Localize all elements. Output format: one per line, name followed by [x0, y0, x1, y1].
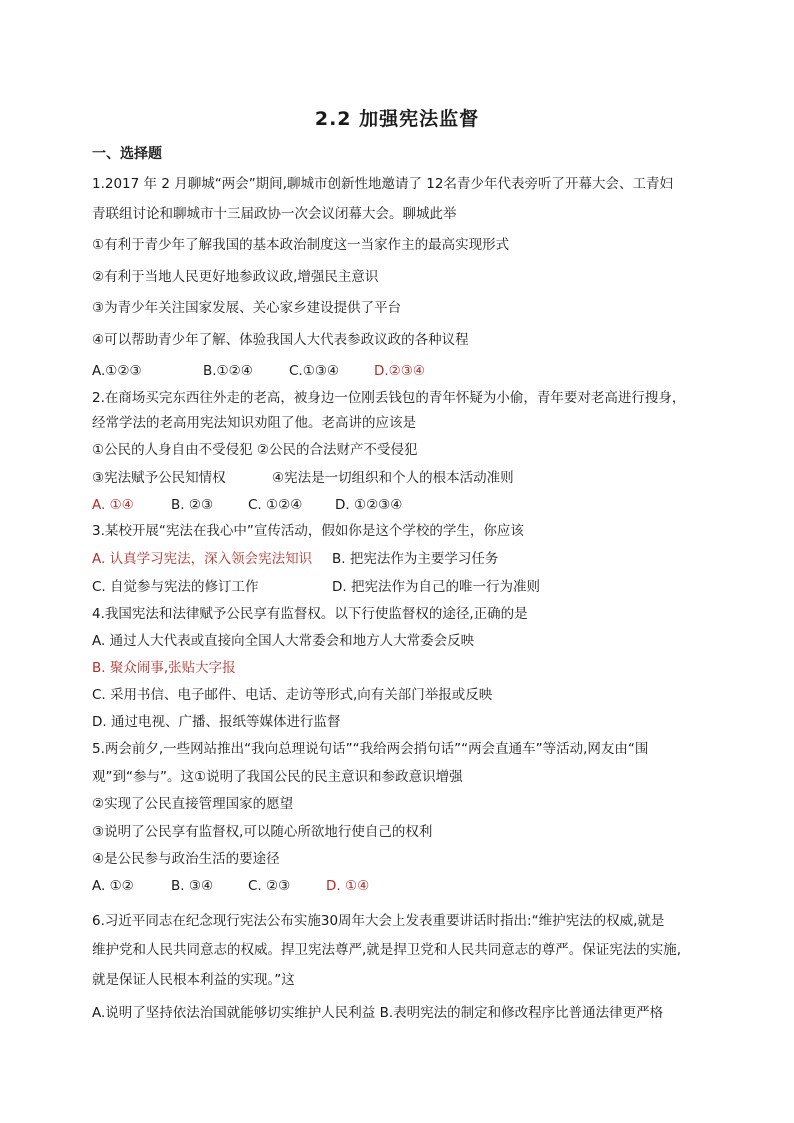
q6-stem-line3: 就是保证人民根本利益的实现。”这 [92, 972, 295, 988]
q5-stem-line1: 5.两会前夕,一些网站推出“我向总理说句话”“我给两会捎句话”“两会直通车”等活动,网友由“围 [92, 741, 649, 757]
q2-statement-3: ③宪法赋予公民知情权 [92, 470, 226, 486]
q1-statement-1: ①有利于青少年了解我国的基本政治制度这一当家作主的最高实现形式 [92, 237, 510, 253]
q2-option-b: B. ②③ [171, 497, 214, 513]
q5-option-b: B. ③④ [171, 878, 214, 894]
q3-option-d: D. 把宪法作为自己的唯一行为准则 [332, 579, 540, 595]
q1-stem-line2: 青联组讨论和聊城市十三届政协一次会议闭幕大会。聊城此举 [92, 206, 457, 222]
q1-option-d-answer: D.②③④ [374, 363, 425, 379]
q3-option-a-answer: A. 认真学习宪法，深入领会宪法知识 [92, 551, 313, 567]
q3-options-ab [92, 550, 498, 568]
q1-statement-4: ④可以帮助青少年了解、体验我国人大代表参政议政的各种议程 [92, 332, 469, 348]
q3-option-b: B. 把宪法作为主要学习任务 [332, 551, 499, 567]
q1-stem-line1: 1.2017 年 2 月聊城“两会”期间,聊城市创新性地邀请了 12名青少年代表旁听了开幕大会、工青妇 [92, 176, 673, 192]
q2-option-c: C. ①②④ [248, 497, 303, 513]
q3-options-cd [92, 578, 540, 596]
page-title: 2.2 加强宪法监督 [314, 108, 480, 130]
q4-option-c: C. 采用书信、电子邮件、电话、走访等形式,向有关部门举报或反映 [92, 687, 493, 703]
q2-stem-line2: 经常学法的老高用宪法知识劝阻了他。老高讲的应该是 [92, 415, 416, 431]
q4-option-b-answer: B. 聚众闹事,张贴大字报 [92, 660, 236, 676]
q5-statement-3: ③说明了公民享有监督权,可以随心所欲地行使自己的权利 [92, 824, 433, 840]
q2-option-a-answer: A. ①④ [92, 497, 134, 513]
q5-options [92, 877, 369, 895]
q2-statements-3-4 [92, 469, 514, 487]
q6-options-ab: A.说明了坚持依法治国就能够切实维护人民利益 B.表明宪法的制定和修改程序比普通法律更严格 [92, 1005, 664, 1021]
q6-stem-line2: 维护党和人民共同意志的权威。捍卫宪法尊严,就是捍卫党和人民共同意志的尊严。保证宪法的实施, [92, 942, 682, 958]
q1-option-c: C.①③④ [289, 363, 340, 379]
q4-stem: 4.我国宪法和法律赋予公民享有监督权。以下行使监督权的途径,正确的是 [92, 606, 528, 622]
q4-option-a: A. 通过人大代表或直接向全国人大常委会和地方人大常委会反映 [92, 633, 475, 649]
q5-option-c: C. ②③ [248, 878, 291, 894]
q3-stem: 3.某校开展“宪法在我心中”宣传活动，假如你是这个学校的学生，你应该 [92, 523, 524, 539]
q5-stem-line2: 观”到“参与”。这①说明了我国公民的民主意识和参政意识增强 [92, 769, 463, 785]
q2-options [92, 496, 402, 514]
q1-statement-2: ②有利于当地人民更好地参政议政,增强民主意识 [92, 269, 379, 285]
q1-option-b: B.①②④ [203, 363, 253, 379]
q5-statement-2: ②实现了公民直接管理国家的愿望 [92, 796, 294, 812]
section-heading: 一、选择题 [92, 146, 162, 162]
q5-statement-4: ④是公民参与政治生活的要途径 [92, 851, 280, 867]
q2-statements-1-2: ①公民的人身自由不受侵犯 ②公民的合法财产不受侵犯 [92, 442, 418, 458]
q6-stem-line1: 6.习近平同志在纪念现行宪法公布实施30周年大会上发表重要讲话时指出:“维护宪法的权威,就是 [92, 913, 665, 929]
q1-options [92, 362, 425, 380]
q3-option-c: C. 自觉参与宪法的修订工作 [92, 579, 259, 595]
q2-stem-line1: 2.在商场买完东西往外走的老高，被身边一位刚丢钱包的青年怀疑为小偷，青年要对老高进行搜身， [92, 390, 686, 406]
q2-option-d: D. ①②③④ [335, 497, 403, 513]
q5-option-d-answer: D. ①④ [326, 878, 370, 894]
q4-option-d: D. 通过电视、广播、报纸等媒体进行监督 [92, 714, 341, 730]
q1-statement-3: ③为青少年关注国家发展、关心家乡建设提供了平台 [92, 300, 402, 316]
q2-statement-4: ④宪法是一切组织和个人的根本活动准则 [272, 470, 514, 486]
q1-option-a: A.①②③ [92, 363, 142, 379]
q5-option-a: A. ①② [92, 878, 134, 894]
